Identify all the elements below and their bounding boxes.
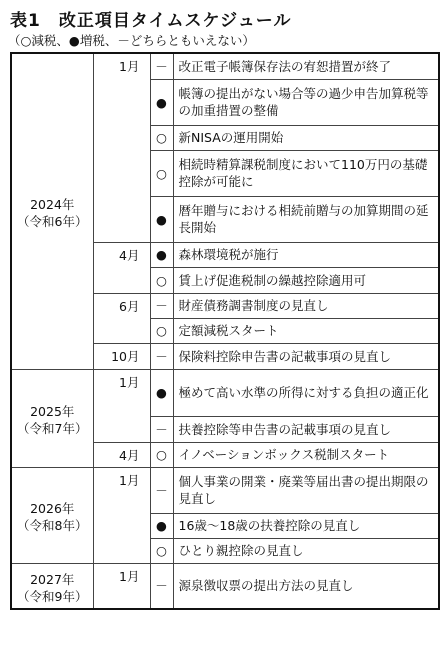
reform-item-text: イノベーションボックス税制スタート — [173, 442, 439, 467]
month-cell: 4月 — [93, 242, 150, 293]
tax-effect-mark: ● — [150, 369, 173, 416]
table-title: 表1 改正項目タイムスケジュール — [10, 11, 292, 31]
year-label: 2024年 — [30, 197, 75, 213]
month-cell: 4月 — [93, 442, 150, 467]
tax-effect-mark: － — [150, 293, 173, 318]
tax-effect-mark: ● — [150, 79, 173, 125]
tax-effect-mark: ● — [150, 242, 173, 267]
schedule-body — [11, 53, 439, 609]
tax-effect-mark: ○ — [150, 150, 173, 196]
reform-item-text: ひとり親控除の見直し — [173, 538, 439, 563]
year-label: 2027年 — [30, 571, 75, 587]
reform-item-text: 相続時精算課税制度において110万円の基礎控除が可能に — [173, 150, 439, 196]
tax-effect-mark: ● — [150, 513, 173, 538]
tax-effect-mark: － — [150, 467, 173, 513]
reform-item-text: 森林環境税が施行 — [173, 242, 439, 267]
reform-item-text: 個人事業の開業・廃業等届出書の提出期限の見直し — [173, 467, 439, 513]
year-cell — [11, 369, 93, 467]
month-cell: 1月 — [93, 467, 150, 563]
reform-item-text: 極めて高い水準の所得に対する負担の適正化 — [173, 369, 439, 416]
era-label: （令和8年） — [17, 518, 88, 533]
reform-item-text: 扶養控除等申告書の記載事項の見直し — [173, 416, 439, 442]
year-label: 2025年 — [30, 404, 75, 419]
year-cell — [11, 563, 93, 609]
reform-item-text: 暦年贈与における相続前贈与の加算期間の延長開始 — [173, 196, 439, 242]
reform-item-text: 16歳～18歳の扶養控除の見直し — [173, 513, 439, 538]
table-row — [11, 563, 439, 609]
tax-effect-mark: － — [150, 416, 173, 442]
reform-item-text: 帳簿の提出がない場合等の過少申告加算税等の加重措置の整備 — [173, 79, 439, 125]
year-cell — [11, 467, 93, 563]
tax-effect-mark: － — [150, 53, 173, 79]
year-label: 2026年 — [30, 501, 75, 516]
reform-item-text: 源泉徴収票の提出方法の見直し — [173, 563, 439, 609]
mark-legend: （○減税、●増税、－どちらともいえない） — [8, 33, 255, 48]
year-cell — [11, 53, 93, 369]
era-label: （令和6年） — [17, 214, 88, 230]
reform-item-text: 改正電子帳簿保存法の宥恕措置が終了 — [173, 53, 439, 79]
tax-effect-mark: ○ — [150, 267, 173, 293]
reform-item-text: 保険料控除申告書の記載事項の見直し — [173, 343, 439, 369]
tax-effect-mark: － — [150, 563, 173, 609]
era-label: （令和9年） — [17, 588, 88, 604]
tax-effect-mark: ○ — [150, 318, 173, 343]
tax-effect-mark: ○ — [150, 125, 173, 150]
reform-item-text: 賃上げ促進税制の繰越控除適用可 — [173, 267, 439, 293]
month-cell: 1月 — [93, 53, 150, 242]
reform-item-text: 定額減税スタート — [173, 318, 439, 343]
month-cell: 1月 — [93, 369, 150, 442]
table-row — [11, 53, 439, 79]
tax-effect-mark: ● — [150, 196, 173, 242]
month-cell: 10月 — [93, 343, 150, 369]
tax-effect-mark: － — [150, 343, 173, 369]
schedule-table — [10, 52, 440, 610]
month-cell: 1月 — [93, 563, 150, 609]
tax-effect-mark: ○ — [150, 538, 173, 563]
table-row — [11, 369, 439, 416]
tax-effect-mark: ○ — [150, 442, 173, 467]
month-cell: 6月 — [93, 293, 150, 343]
reform-item-text: 新NISAの運用開始 — [173, 125, 439, 150]
era-label: （令和7年） — [17, 421, 88, 436]
reform-item-text: 財産債務調書制度の見直し — [173, 293, 439, 318]
table-row — [11, 467, 439, 513]
